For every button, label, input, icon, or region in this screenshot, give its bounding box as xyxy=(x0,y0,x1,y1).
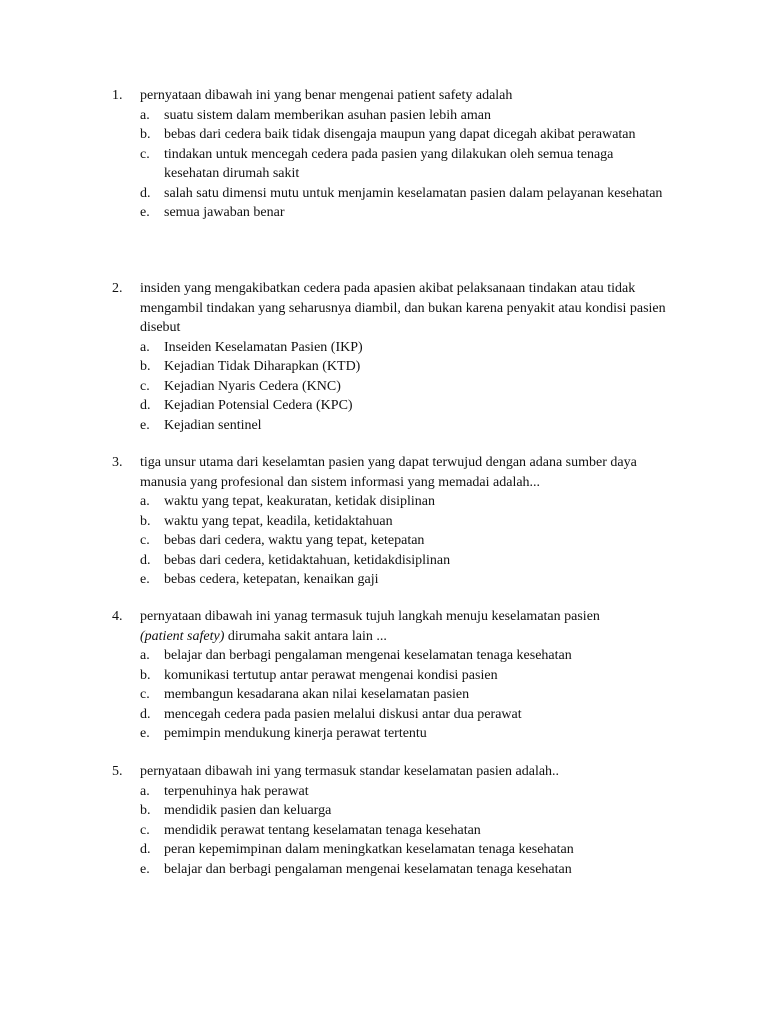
option-letter: a. xyxy=(140,339,150,355)
question-text: tiga unsur utama dari keselamtan pasien yang dapat terwujud dengan adana sumber daya manusia yang profesional dan sistem informasi yang memadai adalah... xyxy=(140,455,637,490)
option-b xyxy=(112,666,672,686)
option-text: Kejadian Nyaris Cedera (KNC) xyxy=(164,378,341,394)
option-b xyxy=(112,125,672,145)
option-b xyxy=(112,801,672,821)
option-c xyxy=(112,145,672,184)
option-text: mendidik perawat tentang keselamatan tenaga kesehatan xyxy=(164,822,481,838)
question-4-stem xyxy=(112,607,672,646)
option-letter: a. xyxy=(140,648,150,663)
question-number: 5. xyxy=(112,764,123,779)
option-text: Kejadian sentinel xyxy=(164,417,262,433)
question-1 xyxy=(112,86,672,223)
question-text-line1: pernyataan dibawah ini yanag termasuk tujuh langkah menuju keselamatan pasien xyxy=(140,609,600,624)
option-e xyxy=(112,203,672,223)
option-letter: d. xyxy=(140,552,151,568)
option-c xyxy=(112,377,672,397)
option-text: semua jawaban benar xyxy=(164,205,285,220)
option-e xyxy=(112,570,672,590)
option-letter: a. xyxy=(140,494,150,509)
option-text: Kejadian Tidak Diharapkan (KTD) xyxy=(164,359,361,374)
option-letter: e. xyxy=(140,861,150,877)
question-text: pernyataan dibawah ini yang termasuk standar keselamatan pasien adalah.. xyxy=(140,764,560,779)
option-letter: d. xyxy=(140,398,151,413)
option-list xyxy=(112,782,672,880)
option-b xyxy=(112,357,672,377)
option-letter: c. xyxy=(140,146,150,162)
option-b xyxy=(112,512,672,532)
option-letter: b. xyxy=(140,513,151,529)
option-text: bebas dari cedera baik tidak disengaja maupun yang dapat dicegah akibat perawatan xyxy=(164,127,636,142)
option-list xyxy=(112,646,672,744)
option-text: bebas dari cedera, waktu yang tepat, ketepatan xyxy=(164,533,425,548)
question-number: 3. xyxy=(112,455,123,470)
option-d xyxy=(112,551,672,571)
option-text: salah satu dimensi mutu untuk menjamin keselamatan pasien dalam pelayanan kesehatan xyxy=(164,185,663,201)
option-c xyxy=(112,821,672,841)
question-text: pernyataan dibawah ini yang benar mengenai patient safety adalah xyxy=(140,88,513,103)
option-text: terpenuhinya hak perawat xyxy=(164,783,309,799)
question-3 xyxy=(112,453,672,590)
option-letter: c. xyxy=(140,533,150,548)
option-text: Kejadian Potensial Cedera (KPC) xyxy=(164,398,353,413)
option-text: pemimpin mendukung kinerja perawat tertentu xyxy=(164,726,427,741)
option-letter: a. xyxy=(140,783,150,799)
option-text: tindakan untuk mencegah cedera pada pasien yang dilakukan oleh semua tenaga kesehatan dirumah sakit xyxy=(164,146,614,181)
option-letter: b. xyxy=(140,359,151,374)
option-text: membangun kesadarana akan nilai keselamatan pasien xyxy=(164,687,470,702)
option-e xyxy=(112,416,672,436)
option-c xyxy=(112,531,672,551)
option-text: waktu yang tepat, keadila, ketidaktahuan xyxy=(164,513,393,529)
question-3-stem xyxy=(112,453,672,492)
option-text: waktu yang tepat, keakuratan, ketidak disiplinan xyxy=(164,494,435,509)
option-a xyxy=(112,782,672,802)
option-a xyxy=(112,492,672,512)
question-text: insiden yang mengakibatkan cedera pada apasien akibat pelaksanaan tindakan atau tidak mengambil tindakan yang seharusnya diambil, dan bukan karena penyakit atau kondisi pasien disebut xyxy=(140,281,666,335)
option-letter: d. xyxy=(140,185,151,201)
question-2-stem xyxy=(112,279,672,338)
option-e xyxy=(112,860,672,880)
option-a xyxy=(112,338,672,358)
question-text-italic: (patient safety) xyxy=(140,628,225,644)
question-text-rest: dirumaha sakit antara lain ... xyxy=(224,628,387,644)
option-text: bebas dari cedera, ketidaktahuan, ketidakdisiplinan xyxy=(164,552,451,568)
option-text: mencegah cedera pada pasien melalui diskusi antar dua perawat xyxy=(164,706,522,722)
question-5 xyxy=(112,762,672,879)
option-letter: c. xyxy=(140,378,150,394)
option-list xyxy=(112,106,672,223)
option-text: mendidik pasien dan keluarga xyxy=(164,803,332,818)
question-number: 1. xyxy=(112,88,123,103)
option-text: komunikasi tertutup antar perawat mengenai kondisi pasien xyxy=(164,667,498,683)
option-d xyxy=(112,396,672,416)
option-letter: b. xyxy=(140,127,151,142)
option-text: belajar dan berbagi pengalaman mengenai keselamatan tenaga kesehatan xyxy=(164,648,572,663)
option-letter: c. xyxy=(140,822,150,838)
option-c xyxy=(112,685,672,705)
option-d xyxy=(112,840,672,860)
option-text: belajar dan berbagi pengalaman mengenai keselamatan tenaga kesehatan xyxy=(164,861,572,877)
option-text: Inseiden Keselamatan Pasien (IKP) xyxy=(164,339,363,355)
option-d xyxy=(112,705,672,725)
option-a xyxy=(112,106,672,126)
question-1-stem xyxy=(112,86,672,106)
option-list xyxy=(112,492,672,590)
option-letter: e. xyxy=(140,205,150,220)
option-letter: e. xyxy=(140,726,150,741)
question-4 xyxy=(112,607,672,744)
option-letter: d. xyxy=(140,706,151,722)
question-number: 2. xyxy=(112,281,123,296)
option-text: peran kepemimpinan dalam meningkatkan keselamatan tenaga kesehatan xyxy=(164,842,574,857)
option-letter: b. xyxy=(140,667,151,683)
question-2 xyxy=(112,279,672,435)
option-letter: d. xyxy=(140,842,151,857)
option-list xyxy=(112,338,672,436)
option-a xyxy=(112,646,672,666)
question-number: 4. xyxy=(112,609,123,624)
option-d xyxy=(112,184,672,204)
option-letter: b. xyxy=(140,803,151,818)
question-5-stem xyxy=(112,762,672,782)
option-letter: e. xyxy=(140,572,150,587)
option-text: bebas cedera, ketepatan, kenaikan gaji xyxy=(164,572,379,587)
option-text: suatu sistem dalam memberikan asuhan pasien lebih aman xyxy=(164,107,491,123)
option-letter: e. xyxy=(140,417,150,433)
question-text xyxy=(140,607,672,646)
option-letter: c. xyxy=(140,687,150,702)
option-e xyxy=(112,724,672,744)
option-letter: a. xyxy=(140,107,150,123)
